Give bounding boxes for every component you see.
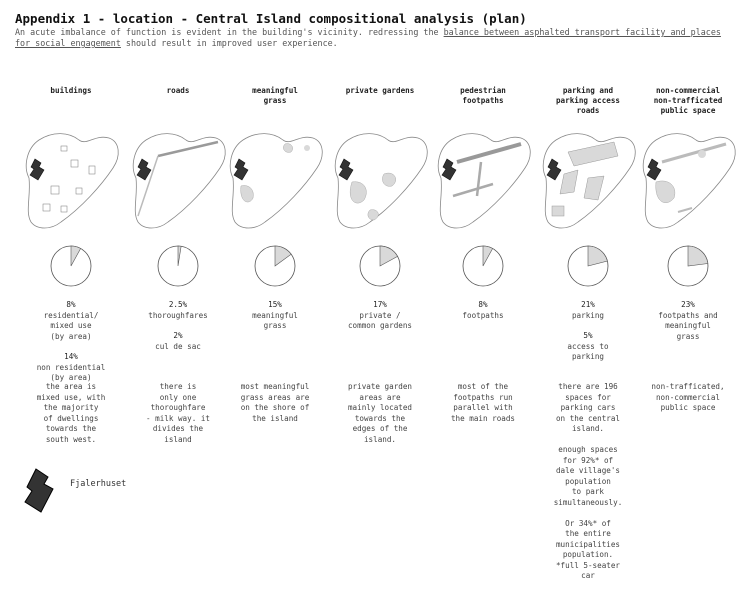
column-description: non-trafficated, non-commercial public space [651,382,725,412]
stat-percent: 14% [64,352,78,361]
stat-percent: 2.5% [168,300,188,309]
pie-chart [156,244,200,288]
stat-percent: 21% [581,300,595,309]
column-heading: parking and parking access roads [555,86,620,115]
column-stats [633,300,743,342]
island-map [225,126,325,236]
stat-label: parking [571,310,604,320]
analysis-column [123,86,233,444]
stat-percent: 17% [373,300,387,309]
column-description: most meaningful grass areas are on the shore of the island [240,382,310,423]
subtitle-text-end: should result in improved user experience. [120,38,338,48]
island-map [433,126,533,236]
subtitle-underlined-text: balance between asphalted transport facility and places for social engagement [15,27,721,48]
column-heading: roads [166,86,190,95]
subtitle-text: An acute imbalance of function is evident in the building's vicinity. redressing the [15,27,444,37]
column-stats [428,300,538,321]
pie-chart [461,244,505,288]
column-stats [123,300,233,352]
analysis-column [220,86,330,423]
column-description: there are 196 spaces for parking cars on the central island. enough spaces for 92%* of dale village's population to park simultaneously. Or 34%* of the entire municipalities population. *full 5-seater car [553,382,623,580]
island-map [330,126,430,236]
column-heading: private gardens [345,86,415,95]
column-description: private garden areas are mainly located towards the edges of the island. [347,382,412,444]
stat-percent: 23% [681,300,695,309]
column-heading: non-commercial non-trafficated public space [653,86,723,115]
stat-percent: 15% [268,300,282,309]
island-map [638,126,738,236]
stat-percent: 5% [583,331,593,340]
column-stats [325,300,435,332]
column-description: most of the footpaths run parallel with the main roads [450,382,515,423]
column-description: there is only one thoroughfare - milk way. it divides the island [145,382,210,444]
legend-label: Fjalerhuset [70,479,127,489]
stat-label: thoroughfares [148,310,208,320]
island-map [128,126,228,236]
page-title: Appendix 1 - location - Central Island compositional analysis (plan) [15,11,527,26]
island-map [538,126,638,236]
stat-label: cul de sac [155,341,201,351]
stat-label: footpaths and meaningful grass [658,310,718,341]
stat-label: access to parking [567,341,609,361]
analysis-column [533,86,643,580]
pie-chart [49,244,93,288]
stat-percent: 8% [478,300,488,309]
analysis-column [633,86,743,412]
column-stats [220,300,330,332]
column-stats [16,300,126,384]
pie-chart [666,244,710,288]
pie-chart [253,244,297,288]
stat-percent: 2% [173,331,183,340]
stat-percent: 8% [66,300,76,309]
stat-label: residential/ mixed use (by area) [43,310,99,341]
column-stats [533,300,643,363]
building-footprint-icon [22,468,62,514]
analysis-column [325,86,435,444]
pie-chart [358,244,402,288]
stat-label: footpaths [462,310,504,320]
page-subtitle [15,27,740,49]
stat-label: private / common gardens [347,310,412,330]
stat-label: meaningful grass [252,310,298,330]
analysis-column [16,86,126,444]
pie-chart [566,244,610,288]
pie-slice [688,246,708,266]
analysis-column [428,86,538,423]
column-description: the area is mixed use, with the majority of dwellings towards the south west. [36,382,106,444]
column-heading: meaningful grass [252,86,298,105]
column-heading: buildings [50,86,92,95]
island-map [21,126,121,236]
column-heading: pedestrian footpaths [460,86,506,105]
stat-label: non residential (by area) [36,362,106,382]
